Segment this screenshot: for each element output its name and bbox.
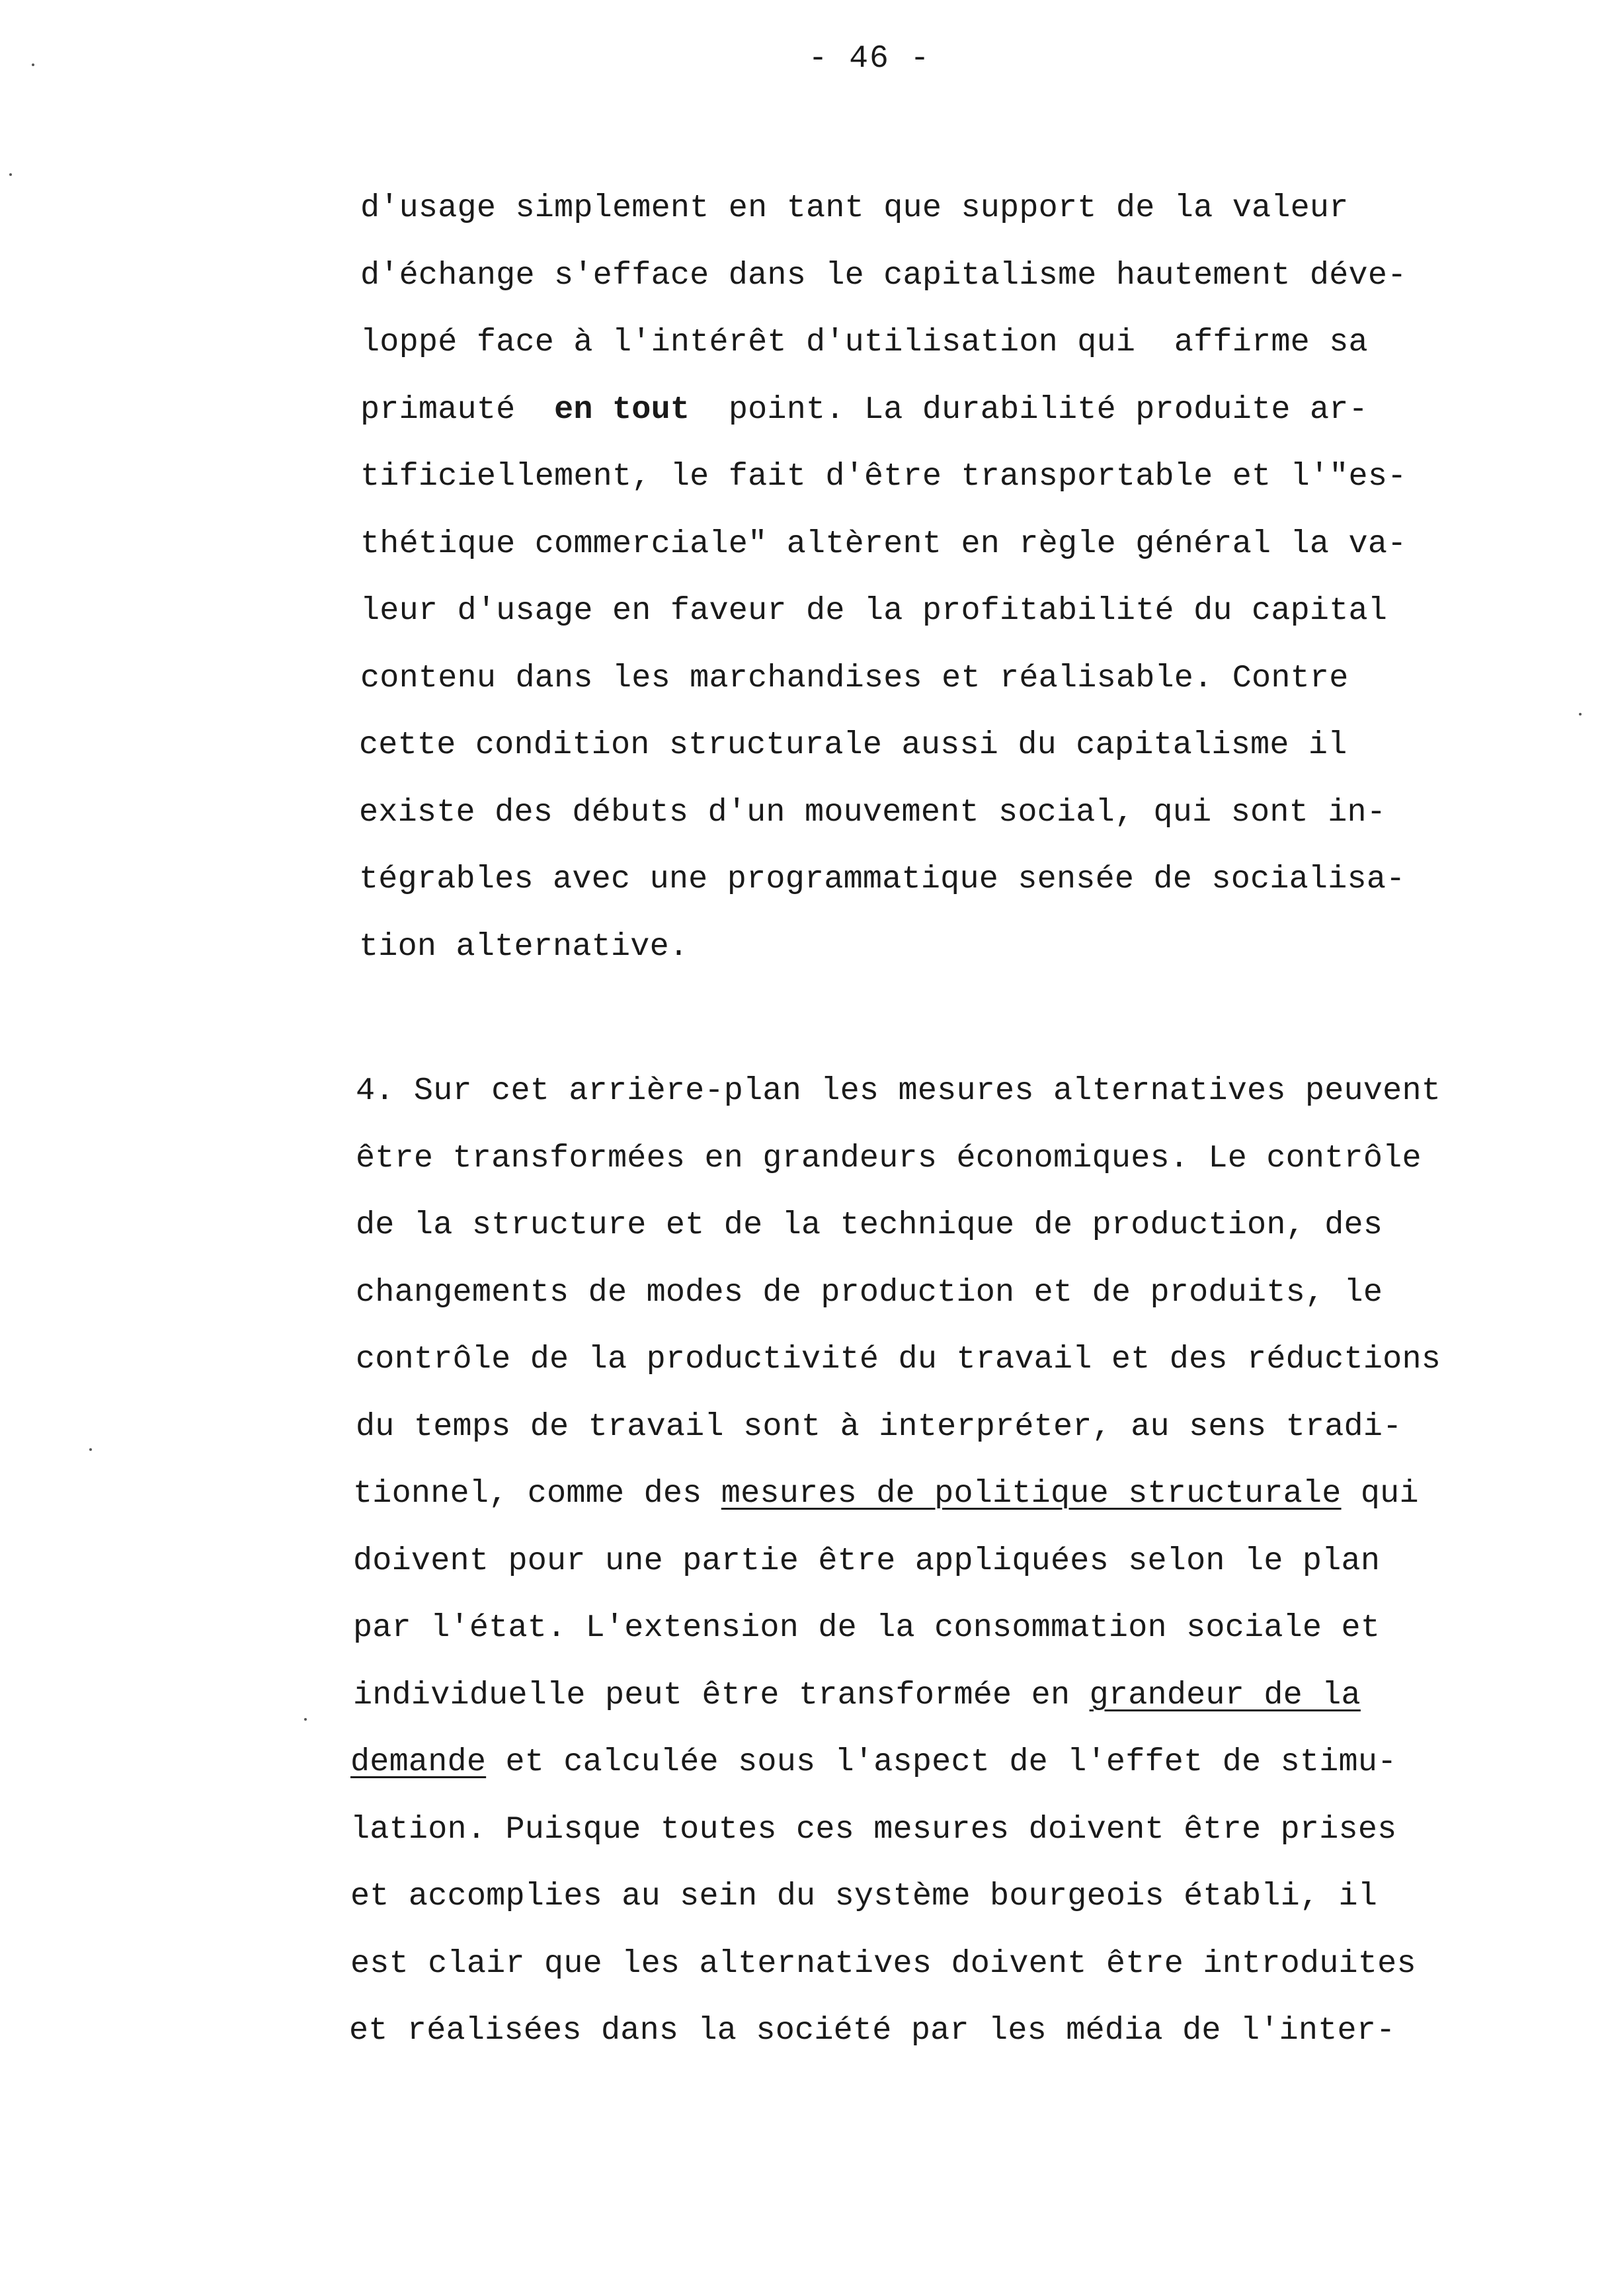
text-line [360, 188, 1349, 228]
text-segment: tionnel, comme des [353, 1475, 721, 1512]
text-line [349, 2011, 1395, 2051]
text-segment: leur d'usage en faveur de la profitabilité du capital [360, 593, 1388, 629]
text-line [350, 1877, 1377, 1916]
text-segment: 4. Sur cet arrière-plan les mesures alternatives peuvent [356, 1073, 1441, 1109]
text-line [350, 1810, 1396, 1850]
text-segment: et réalisées dans la société par les média de l'inter- [349, 2012, 1396, 2049]
text-segment: tion alternative. [359, 928, 689, 965]
text-line [350, 1944, 1416, 1984]
text-segment: tégrables avec une programmatique sensée de socialisa- [359, 861, 1406, 897]
text-line [353, 1608, 1380, 1648]
text-segment: lation. Puisque toutes ces mesures doivent être prises [350, 1811, 1397, 1848]
text-segment: doivent pour une partie être appliquées selon le plan [353, 1542, 1381, 1579]
text-line [360, 659, 1349, 698]
text-segment: individuelle peut être transformée en [353, 1676, 1090, 1713]
scan-speck [89, 1448, 92, 1451]
text-segment: contenu dans les marchandises et réalisable. Contre [360, 659, 1349, 696]
text-line [359, 793, 1386, 833]
text-segment: loppé face à l'intérêt d'utilisation qui affirme sa [360, 324, 1368, 360]
text-line [353, 1676, 1361, 1715]
text-line [360, 457, 1406, 497]
text-line [360, 591, 1387, 631]
text-line [360, 524, 1406, 564]
text-segment: qui [1341, 1475, 1419, 1512]
text-segment: contrôle de la productivité du travail et des réductions [356, 1341, 1441, 1377]
scan-speck [9, 173, 12, 176]
text-line [356, 1071, 1441, 1111]
text-segment: cette condition structurale aussi du capitalisme il [359, 727, 1347, 763]
text-segment: d'échange s'efface dans le capitalisme hautement déve- [360, 257, 1407, 294]
text-line [356, 1340, 1441, 1379]
text-line [356, 1273, 1383, 1313]
text-segment: thétique commerciale" altèrent en règle général la va- [360, 525, 1407, 562]
scan-speck [304, 1718, 307, 1721]
text-line [359, 927, 688, 967]
text-line [350, 1742, 1396, 1782]
text-segment: de la structure et de la technique de production, des [356, 1207, 1383, 1243]
text-line [353, 1474, 1419, 1514]
text-segment: changements de modes de production et de produits, le [356, 1274, 1383, 1311]
text-segment: est clair que les alternatives doivent être introduites [350, 1945, 1416, 1982]
scan-speck [32, 63, 34, 66]
text-segment: point. La durabilité produite ar- [690, 391, 1368, 428]
text-segment: tificiellement, le fait d'être transportable et l'"es- [360, 458, 1407, 495]
text-segment: primauté [360, 391, 555, 428]
text-line [359, 725, 1347, 765]
text-segment: et calculée sous l'aspect de l'effet de stimu- [486, 1744, 1397, 1780]
text-segment: d'usage simplement en tant que support de la valeur [360, 190, 1349, 226]
bold-phrase: en tout [554, 391, 690, 428]
text-line [360, 323, 1368, 362]
scan-speck [1579, 713, 1582, 716]
text-segment: par l'état. L'extension de la consommation sociale et [353, 1610, 1381, 1646]
text-line [360, 256, 1406, 296]
text-segment: du temps de travail sont à interpréter, au sens tradi- [356, 1408, 1402, 1445]
underlined-phrase: demande [350, 1744, 487, 1780]
text-line [356, 1407, 1402, 1447]
text-segment: et accomplies au sein du système bourgeois établi, il [350, 1878, 1378, 1914]
text-line [353, 1541, 1380, 1581]
text-line [356, 1139, 1422, 1178]
text-segment: être transformées en grandeurs économiques. Le contrôle [356, 1139, 1422, 1176]
text-line [360, 390, 1368, 430]
text-line [356, 1206, 1383, 1245]
underlined-phrase: grandeur de la [1089, 1676, 1361, 1713]
text-line [359, 860, 1405, 899]
page-number: - 46 - [808, 41, 931, 77]
text-segment: existe des débuts d'un mouvement social, qui sont in- [359, 794, 1387, 831]
underlined-phrase: mesures de politique structurale [721, 1475, 1342, 1512]
